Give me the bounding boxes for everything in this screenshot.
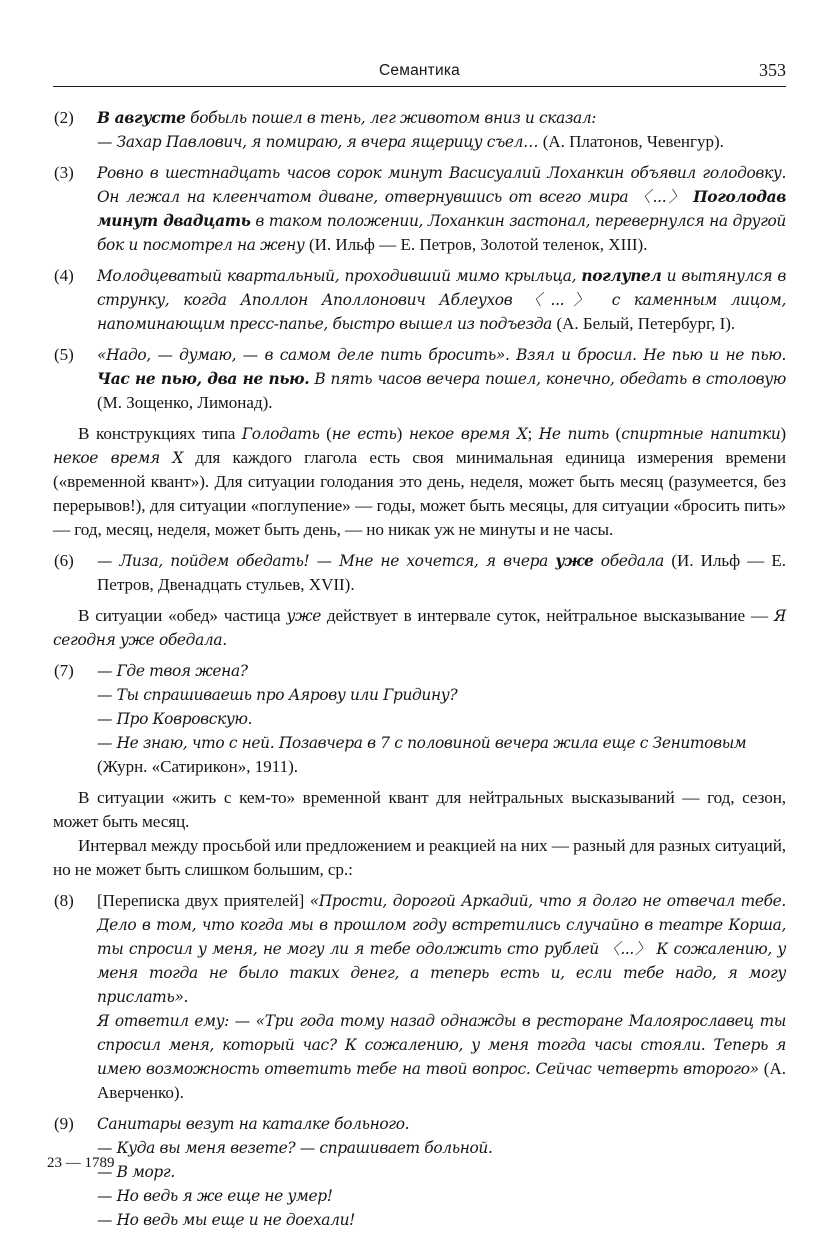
example-text xyxy=(97,161,786,257)
text-run: спиртные напитки xyxy=(621,425,781,443)
text-run: Ровно в шестнадцать часов сорок минут Васисуалий Лоханкин объявил голодовку. Он лежал на клеенчатом диване, отвернувшись от всего мира 〈...〉 xyxy=(97,164,786,206)
text-run: ) xyxy=(396,424,409,443)
printer-signature: 23 — 1789 xyxy=(47,1155,115,1171)
example-number: (4) xyxy=(54,266,74,285)
context-note: [Переписка двух приятелей] xyxy=(97,891,310,910)
text-run: (А. Белый, Петербург, I). xyxy=(556,314,736,333)
text-run: и вытянулся в струнку, когда Аполлон Аполлонович Аблеухов 〈...〉 с каменным лицом, напоминающим пресс-папье, быстро вышел из подъезда xyxy=(97,267,786,333)
example-text xyxy=(97,343,786,415)
page-body xyxy=(53,106,786,1239)
text-run: Поголодав минут двадцать xyxy=(97,188,786,230)
text-run: ) xyxy=(780,424,787,443)
example-number: (5) xyxy=(54,345,74,364)
example-text xyxy=(97,264,786,336)
text-run: Голодать xyxy=(241,425,320,443)
page-number: 353 xyxy=(759,60,786,80)
dialogue-line: — В морг. xyxy=(97,1163,175,1181)
text-run: для каждого глагола есть своя минимальная единица измерения времени («временной квант»). Для ситуации голодания это день, неделя, может быть месяц (разумеется, без перерывов!), для ситуации «поглупение» — годы, может быть месяцы, для ситуации «бросить пить» — год, месяц, неделя, может быть день, — но никак уж не минуты и не часы. xyxy=(53,448,786,539)
text-run: (И. Ильф — Е. Петров, Двенадцать стульев, XVII). xyxy=(97,551,786,594)
example-number: (8) xyxy=(54,891,74,910)
text-run: бобыль пошел в тень, лег животом вниз и сказал: xyxy=(185,109,597,127)
text-run: — Захар Павлович, я помираю, я вчера ящерицу съел… xyxy=(97,133,543,151)
example-4 xyxy=(53,264,786,336)
example-8 xyxy=(53,889,786,1105)
text-run: действует в интервале суток, нейтральное высказывание — xyxy=(320,606,774,625)
example-5 xyxy=(53,343,786,415)
dialogue-line: — Где твоя жена? xyxy=(97,662,248,680)
example-number: (7) xyxy=(54,661,74,680)
text-run: в таком положении, Лоханкин застонал, перевернулся на другой бок и посмотрел на жену xyxy=(97,212,786,254)
example-text xyxy=(97,106,786,154)
paragraph-time-quantum xyxy=(53,422,786,542)
citation: (А. Аверченко). xyxy=(97,1059,786,1102)
paragraph-lunch xyxy=(53,604,786,652)
text-run: — Лиза, пойдем обедать! — Мне не хочется, я вчера xyxy=(97,552,556,570)
example-6 xyxy=(53,549,786,597)
example-3 xyxy=(53,161,786,257)
dialogue-line: — Про Ковровскую. xyxy=(97,710,253,728)
text-run: поглупел xyxy=(581,267,662,285)
dialogue-line: — Не знаю, что с ней. Позавчера в 7 с половиной вечера жила еще с Зенитовым xyxy=(97,734,747,752)
example-number: (3) xyxy=(54,163,74,182)
text-run: уже xyxy=(286,607,321,625)
text-run: «Надо, — думаю, — в самом деле пить бросить». Взял и бросил. Не пью и не пью. xyxy=(97,346,786,364)
text-run: Час не пью, два не пью. xyxy=(97,370,310,388)
text-run: Не пить xyxy=(538,425,609,443)
example-text xyxy=(97,659,786,779)
text-run: обедала xyxy=(593,552,672,570)
text-run: В пять часов вечера пошел, конечно, обедать в столовую xyxy=(309,370,787,388)
example-number: (6) xyxy=(54,551,74,570)
example-number: (2) xyxy=(54,108,74,127)
dialogue-line: — Но ведь я же еще не умер! xyxy=(97,1187,333,1205)
text-run: В конструкциях типа xyxy=(78,424,242,443)
text-run: ( xyxy=(319,424,332,443)
text-run: (М. Зощенко, Лимонад). xyxy=(97,393,273,412)
text-run: Я сегодня уже обедала. xyxy=(53,607,786,649)
paragraph-interval: Интервал между просьбой или предложением и реакцией на них — разный для разных ситуаций, но не может быть слишком большим, ср.: xyxy=(53,836,786,879)
dialogue-line: — Но ведь мы еще и не доехали! xyxy=(97,1211,355,1229)
example-text xyxy=(97,549,786,597)
text-run: В августе xyxy=(97,109,186,127)
text-run: некое время X xyxy=(53,449,184,467)
example-7 xyxy=(53,659,786,779)
text-run: В ситуации «обед» частица xyxy=(78,606,287,625)
citation: (Журн. «Сатирикон», 1911). xyxy=(97,757,299,776)
paragraph-living: В ситуации «жить с кем-то» временной квант для нейтральных высказываний — год, сезон, может быть месяц. xyxy=(53,788,786,831)
section-title: Семантика xyxy=(379,62,460,79)
text-run: Молодцеватый квартальный, проходивший мимо крыльца, xyxy=(97,267,582,285)
example-text xyxy=(97,889,786,1105)
text-run: некое время X xyxy=(408,425,528,443)
dialogue-line: Санитары везут на каталке больного. xyxy=(97,1115,410,1133)
example-number: (9) xyxy=(54,1114,74,1133)
letter-text: «Прости, дорогой Аркадий, что я долго не отвечал тебе. Дело в том, что когда мы в прошлом году встретились случайно в театре Корша, ты спросил у меня, не могу ли я тебе одолжить сто рублей 〈...〉 К сожалению, у меня тогда не было таких денег, а теперь есть и, если тебе надо, я могу прислать». xyxy=(97,892,786,1006)
letter-reply: Я ответил ему: — «Три года тому назад однажды в ресторане Малоярославец ты спросил меня, который час? К сожалению, у меня тогда часы стояли. Теперь я имею возможность ответить тебе на твой вопрос. Сейчас четверть второго» xyxy=(97,1012,786,1078)
example-2 xyxy=(53,106,786,154)
text-run: ; xyxy=(527,424,539,443)
text-run: не есть xyxy=(331,425,397,443)
dialogue-line: — Куда вы меня везете? — спрашивает больной. xyxy=(97,1139,493,1157)
text-run: (А. Платонов, Чевенгур). xyxy=(542,132,724,151)
text-run: (И. Ильф — Е. Петров, Золотой теленок, XIII). xyxy=(308,235,648,254)
text-run: ( xyxy=(608,424,622,443)
text-run: уже xyxy=(555,552,594,570)
example-9 xyxy=(53,1112,786,1232)
example-text xyxy=(97,1112,786,1232)
dialogue-line: — Ты спрашиваешь про Аярову или Гридину? xyxy=(97,686,458,704)
running-header xyxy=(53,60,786,87)
